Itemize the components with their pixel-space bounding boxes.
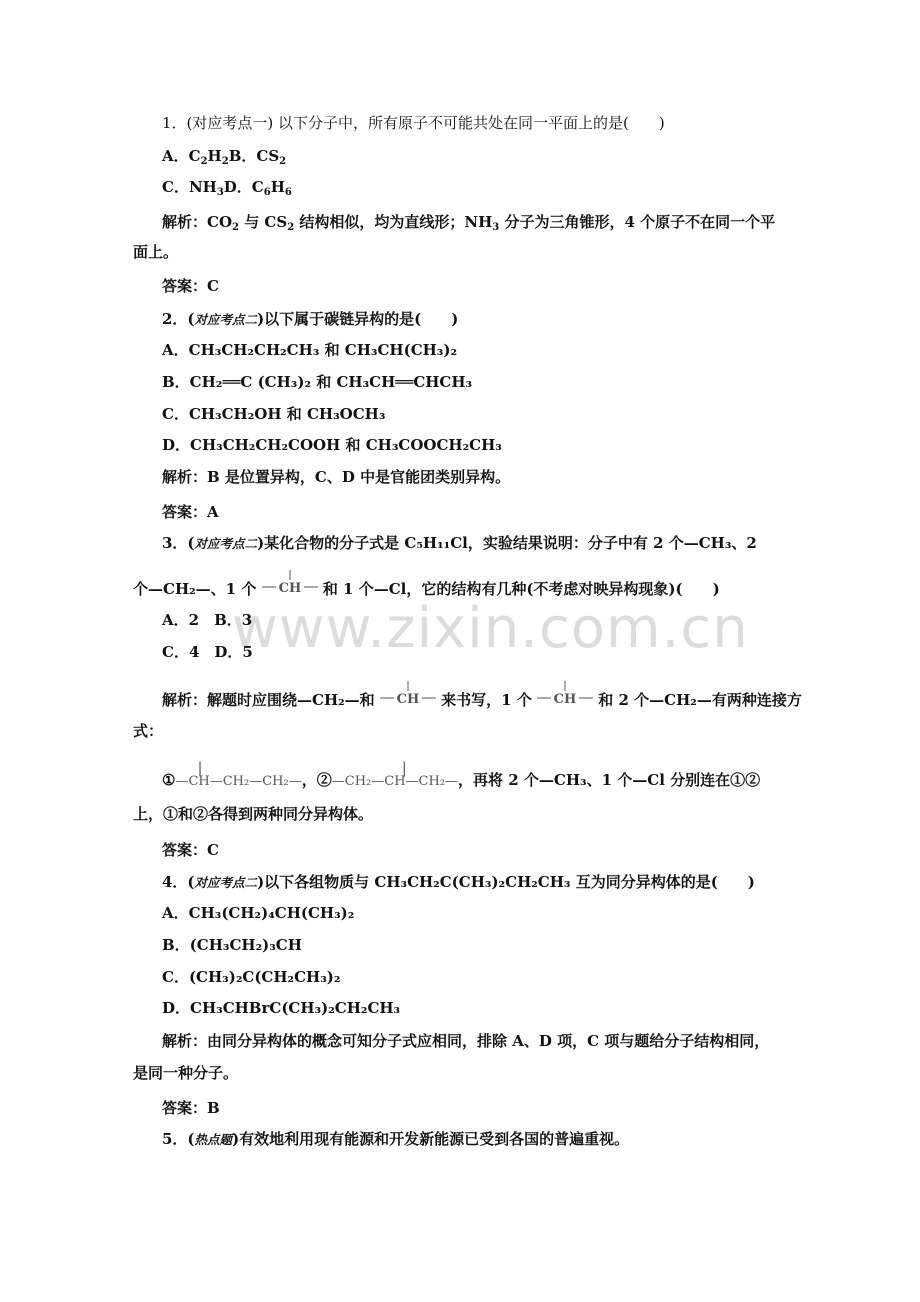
q2-option-c: C．CH₃CH₂OH 和 CH₃OCH₃ bbox=[162, 405, 386, 423]
q4-explanation-cont: 是同一种分子。 bbox=[133, 1064, 239, 1082]
q1-explanation-cont: 面上。 bbox=[133, 243, 179, 261]
q2-option-a: A．CH₃CH₂CH₂CH₃ 和 CH₃CH(CH₃)₂ bbox=[162, 341, 458, 359]
q2-explanation: 解析：B 是位置异构，C、D 中是官能团类别异构。 bbox=[162, 468, 511, 486]
q3-explanation: 解析：解题时应围绕—CH₂—和 CH 来书写，1 个 CH 和 2 个—CH₂—有两种连接方 bbox=[162, 689, 802, 711]
chain-1: | —CH—CH₂—CH₂— bbox=[175, 759, 302, 789]
q3-formula-line: ① | —CH—CH₂—CH₂—，② | —CH₂—CH—CH₂—，再将 2 个—CH₃、1 个—Cl 分别连在①② bbox=[162, 769, 760, 793]
q3-options-cd: C．4 D．5 bbox=[162, 643, 253, 661]
q1-options-ab: A．$C_2H_2B$．$CS_2$ bbox=[162, 147, 287, 167]
q5-stem: 5．(热点题)有效地利用现有能源和开发新能源已受到各国的普遍重视。 bbox=[162, 1130, 630, 1148]
methine-structure-2 bbox=[380, 689, 436, 707]
methine-structure-3-drawing bbox=[537, 681, 593, 709]
q3-explanation-end: 上，①和②各得到两种同分异构体。 bbox=[133, 805, 374, 823]
q4-option-b: B．(CH₃CH₂)₃CH bbox=[162, 936, 302, 954]
q3-options-ab: A．2 B．3 bbox=[162, 611, 253, 629]
q4-answer: 答案：B bbox=[162, 1099, 220, 1117]
q3-stem: 3．(对应考点二)某化合物的分子式是 C₅H₁₁Cl，实验结果说明：分子中有 2 个—CH₃、2 bbox=[162, 534, 757, 552]
q1-options-cd: C．$NH_3D$．$C_6H_6$ bbox=[162, 178, 292, 198]
q4-stem: 4．(对应考点二)以下各组物质与 CH₃CH₂C(CH₃)₂CH₂CH₃ 互为同分异构体的是( ) bbox=[162, 873, 755, 891]
q4-option-c: C．(CH₃)₂C(CH₂CH₃)₂ bbox=[162, 968, 341, 986]
q2-stem: 2．(对应考点二)以下属于碳链异构的是( ) bbox=[162, 310, 459, 328]
q1-explanation: 解析：$CO_2$ 与 $CS_2$ 结构相似，均为直线形；$NH_3$ 分子为三角锥形，4 个原子不在同一个平 bbox=[162, 213, 776, 233]
methine-structure-3 bbox=[537, 689, 593, 707]
chain-2-bond: | bbox=[401, 759, 407, 777]
q3-explanation-cont: 式： bbox=[133, 722, 164, 740]
q2-option-d: D．CH₃CH₂CH₂COOH 和 CH₃COOCH₂CH₃ bbox=[162, 436, 502, 454]
methine-label: CH bbox=[278, 581, 301, 596]
methine-structure-2-drawing bbox=[380, 681, 436, 709]
methine-structure-drawing bbox=[262, 570, 318, 598]
q2-option-b: B．CH₂══C (CH₃)₂ 和 CH₃CH══CHCH₃ bbox=[162, 373, 473, 391]
methine-structure bbox=[262, 578, 318, 596]
chain-1-bond: | bbox=[197, 759, 203, 777]
q3-answer: 答案：C bbox=[162, 841, 219, 859]
q1-answer: 答案：C bbox=[162, 277, 219, 295]
q4-explanation: 解析：由同分异构体的概念可知分子式应相同，排除 A、D 项，C 项与题给分子结构相同， bbox=[162, 1032, 770, 1050]
q4-option-d: D．CH₃CHBrC(CH₃)₂CH₂CH₃ bbox=[162, 999, 401, 1017]
watermark: www.zixin.com.cn bbox=[232, 596, 749, 661]
q4-option-a: A．CH₃(CH₂)₄CH(CH₃)₂ bbox=[162, 904, 355, 922]
methine-label-3: CH bbox=[553, 692, 577, 707]
chain-2: | —CH₂—CH—CH₂— bbox=[331, 759, 459, 789]
methine-label-2: CH bbox=[396, 692, 420, 707]
q1-stem: 1．(对应考点一) 以下分子中，所有原子不可能共处在同一平面上的是( ) bbox=[162, 114, 665, 132]
q3-stem-cont: 个—CH₂—、1 个 CH 和 1 个—Cl，它的结构有几种(不考虑对映异构现象)( ) bbox=[133, 578, 720, 600]
q2-answer: 答案：A bbox=[162, 503, 219, 521]
